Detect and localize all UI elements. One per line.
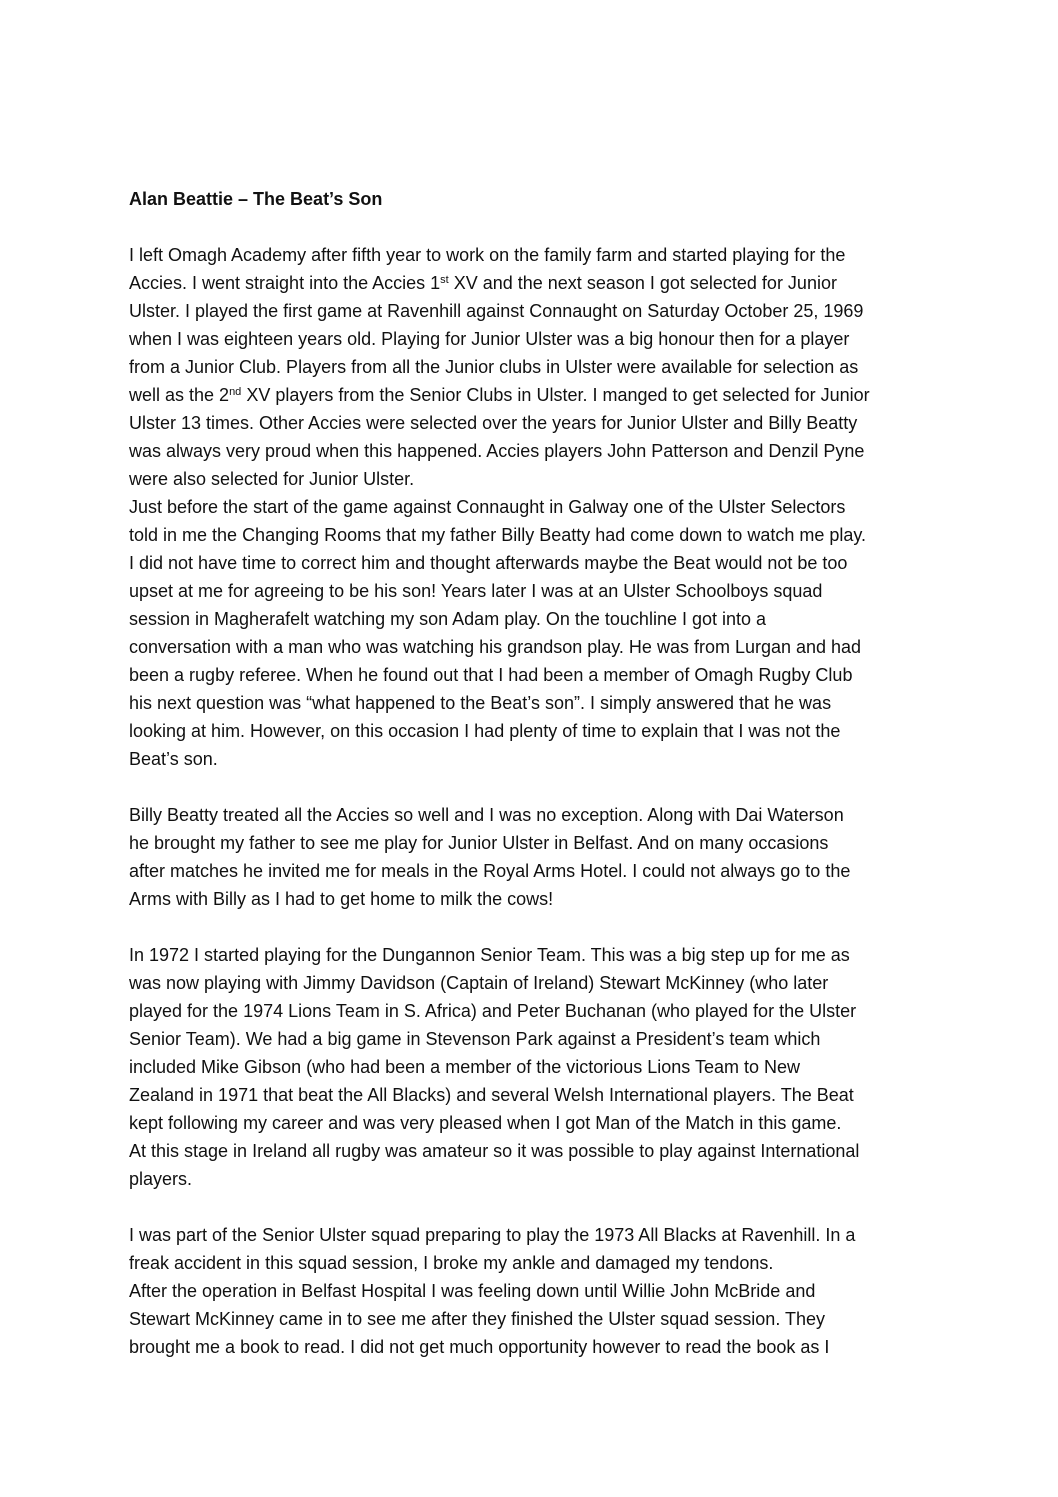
- text-segment: his next question was “what happened to the Beat’s son”. I simply answered that he was: [129, 693, 832, 713]
- text-line: [129, 801, 934, 829]
- text-segment: At this stage in Ireland all rugby was amateur so it was possible to play against International: [129, 1141, 860, 1161]
- text-line: [129, 325, 934, 353]
- text-segment: Accies. I went straight into the Accies 1: [129, 273, 441, 293]
- text-line: [129, 1221, 934, 1249]
- text-line: [129, 941, 934, 969]
- text-segment: been a rugby referee. When he found out that I had been a member of Omagh Rugby Club: [129, 665, 853, 685]
- text-segment: XV players from the Senior Clubs in Ulster. I manged to get selected for Junior: [241, 385, 870, 405]
- text-segment: freak accident in this squad session, I broke my ankle and damaged my tendons.: [129, 1253, 774, 1273]
- text-line: [129, 521, 934, 549]
- text-segment: upset at me for agreeing to be his son! Years later I was at an Ulster Schoolboys squad: [129, 581, 823, 601]
- text-line: [129, 577, 934, 605]
- text-line: [129, 549, 934, 577]
- paragraph: [129, 1277, 934, 1361]
- text-segment: looking at him. However, on this occasion I had plenty of time to explain that I was not the: [129, 721, 841, 741]
- text-segment: session in Magherafelt watching my son Adam play. On the touchline I got into a: [129, 609, 767, 629]
- text-line: [129, 1305, 934, 1333]
- text-line: [129, 297, 934, 325]
- text-segment: players.: [129, 1169, 193, 1189]
- text-segment: Ulster 13 times. Other Accies were selected over the years for Junior Ulster and Billy Beatty: [129, 413, 858, 433]
- text-line: [129, 1053, 934, 1081]
- text-line: [129, 1109, 934, 1137]
- text-line: [129, 381, 934, 409]
- text-line: [129, 605, 934, 633]
- text-segment: Zealand in 1971 that beat the All Blacks) and several Welsh International players. The Beat: [129, 1085, 854, 1105]
- text-segment: Stewart McKinney came in to see me after they finished the Ulster squad session. They: [129, 1309, 826, 1329]
- text-segment: from a Junior Club. Players from all the Junior clubs in Ulster were available for selection as: [129, 357, 859, 377]
- text-segment: Beat’s son.: [129, 749, 218, 769]
- text-segment: conversation with a man who was watching his grandson play. He was from Lurgan and had: [129, 637, 862, 657]
- text-line: [129, 1137, 934, 1165]
- paragraph: [129, 941, 934, 1193]
- text-line: [129, 465, 934, 493]
- text-segment: when I was eighteen years old. Playing for Junior Ulster was a big honour then for a player: [129, 329, 850, 349]
- text-segment: played for the 1974 Lions Team in S. Africa) and Peter Buchanan (who played for the Ulster: [129, 1001, 857, 1021]
- text-segment: brought me a book to read. I did not get much opportunity however to read the book as I: [129, 1337, 830, 1357]
- text-segment: was now playing with Jimmy Davidson (Captain of Ireland) Stewart McKinney (who later: [129, 973, 829, 993]
- text-line: [129, 885, 934, 913]
- document-title: Alan Beattie – The Beat’s Son: [129, 189, 383, 209]
- document-body: [129, 185, 934, 1361]
- superscript-text: nd: [229, 386, 242, 398]
- text-segment: After the operation in Belfast Hospital I was feeling down until Willie John McBride and: [129, 1281, 816, 1301]
- paragraph: [129, 801, 934, 913]
- text-line: [129, 857, 934, 885]
- text-segment: well as the 2: [129, 385, 230, 405]
- text-segment: I left Omagh Academy after fifth year to work on the family farm and started playing for the: [129, 245, 846, 265]
- text-segment: told in me the Changing Rooms that my father Billy Beatty had come down to watch me play.: [129, 525, 867, 545]
- text-line: [129, 1165, 934, 1193]
- text-segment: I was part of the Senior Ulster squad preparing to play the 1973 All Blacks at Ravenhill. In a: [129, 1225, 856, 1245]
- text-line: [129, 969, 934, 997]
- text-segment: kept following my career and was very pleased when I got Man of the Match in this game.: [129, 1113, 842, 1133]
- text-line: [129, 689, 934, 717]
- text-line: [129, 745, 934, 773]
- text-segment: were also selected for Junior Ulster.: [129, 469, 415, 489]
- text-line: [129, 409, 934, 437]
- text-segment: In 1972 I started playing for the Dungannon Senior Team. This was a big step up for me as: [129, 945, 850, 965]
- text-line: [129, 1081, 934, 1109]
- text-segment: Senior Team). We had a big game in Stevenson Park against a President’s team which: [129, 1029, 821, 1049]
- text-line: [129, 241, 934, 269]
- paragraph-list: [129, 241, 934, 1361]
- text-line: [129, 633, 934, 661]
- text-segment: Arms with Billy as I had to get home to milk the cows!: [129, 889, 554, 909]
- paragraph: [129, 493, 934, 773]
- text-line: [129, 717, 934, 745]
- paragraph: [129, 1221, 934, 1277]
- text-segment: Billy Beatty treated all the Accies so well and I was no exception. Along with Dai Waterson: [129, 805, 844, 825]
- text-segment: included Mike Gibson (who had been a member of the victorious Lions Team to New: [129, 1057, 801, 1077]
- text-line: [129, 269, 934, 297]
- text-segment: Ulster. I played the first game at Ravenhill against Connaught on Saturday October 25, 1969: [129, 301, 864, 321]
- text-line: [129, 1277, 934, 1305]
- text-line: [129, 1333, 934, 1361]
- text-line: [129, 353, 934, 381]
- text-segment: I did not have time to correct him and thought afterwards maybe the Beat would not be too: [129, 553, 848, 573]
- text-segment: after matches he invited me for meals in the Royal Arms Hotel. I could not always go to the: [129, 861, 851, 881]
- text-line: [129, 437, 934, 465]
- paragraph: [129, 241, 934, 493]
- text-segment: Just before the start of the game against Connaught in Galway one of the Ulster Selectors: [129, 497, 846, 517]
- superscript-text: st: [440, 274, 449, 286]
- text-line: [129, 829, 934, 857]
- text-segment: was always very proud when this happened. Accies players John Patterson and Denzil Pyne: [129, 441, 865, 461]
- text-line: [129, 493, 934, 521]
- text-segment: XV and the next season I got selected for Junior: [448, 273, 837, 293]
- text-line: [129, 1025, 934, 1053]
- text-line: [129, 997, 934, 1025]
- text-line: [129, 1249, 934, 1277]
- text-line: [129, 661, 934, 689]
- text-segment: he brought my father to see me play for Junior Ulster in Belfast. And on many occasions: [129, 833, 829, 853]
